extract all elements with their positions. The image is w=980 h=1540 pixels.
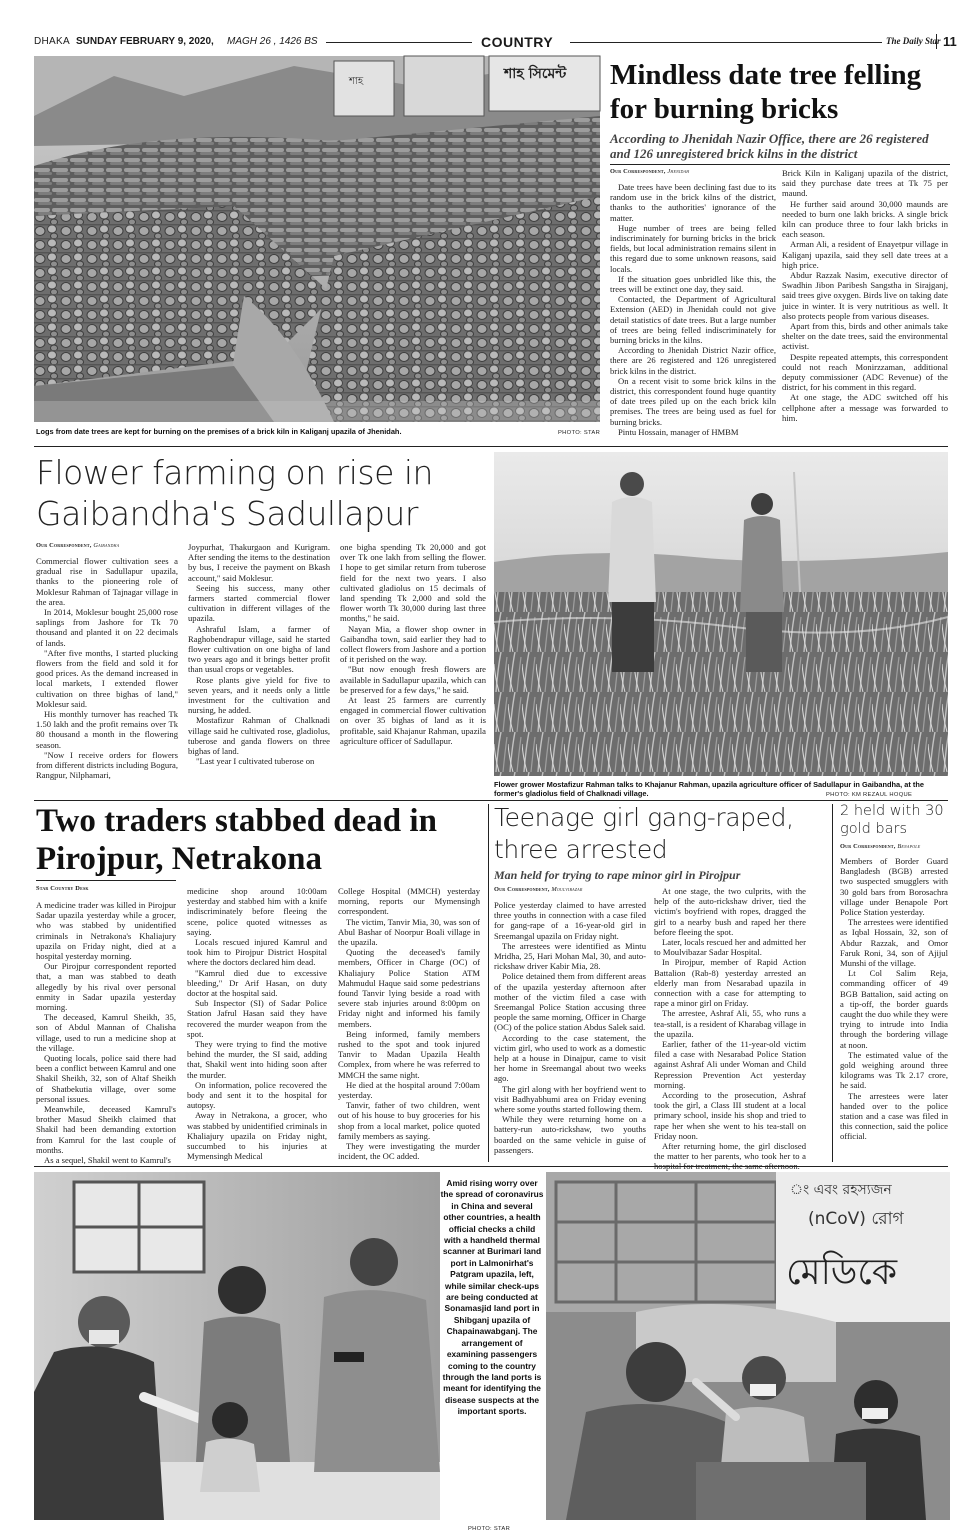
story5-paragraph: The arrestees were identified as Iqbal Hossain, 32, son of Abdur Razzak, and Omor Faruk Roni, 34, son of Ajijul Munshi of the village. [840, 917, 948, 969]
story4-paragraph: The girl along with her boyfriend went to visit Badhyabhumi area on Friday evening where some youths started following them. [494, 1083, 646, 1115]
story1-paragraph: Brick Kiln in Kaliganj upazila of the district, said they purchase date trees at Tk 75 per maund. [782, 168, 948, 199]
man-left-figure [608, 472, 656, 672]
story3-paragraph: The deceased, Kamrul Sheikh, 35, son of Abdul Mannan of Chalisha village, used to run a medicine shop at the village. [36, 1012, 176, 1053]
story3-paragraph: Sub Inspector (SI) of Sadar Police Station Jafrul Hasan said they have recovered the murder weapon from the spot. [187, 998, 327, 1039]
story5-headline-line1: 2 held with 30 [840, 803, 944, 819]
story4-headline [494, 802, 814, 866]
story1-byline-place: Jhenidah [667, 168, 690, 175]
story3-paragraph: They were investigating the murder incident, the OC added. [338, 1141, 480, 1162]
story2-paragraph: His monthly turnover has reached Tk 1.50 lakh and the profit remains over Tk 80 thousand a month in the flowering season. [36, 709, 178, 750]
banner-text-line3: মেডিকে [786, 1252, 898, 1293]
story1-byline-rule [610, 164, 950, 165]
story4-paragraph: According to the case statement, the victim girl, who used to work as a domestic help at a house in Dinajpur, came to visit her home in Sreemangal about two weeks ago. [494, 1032, 646, 1084]
story4-byline [494, 886, 582, 893]
story3-paragraph: As a sequel, Shakil went to Kamrul's [44, 1155, 171, 1166]
story2-paragraph: one bigha spending Tk 20,000 and got over Tk one lakh from selling the flower. I hope to get similar return from tuberose field for the next two years. I also cultivated gladiolus on 15 decimals of land spending Tk 2,000 and sold the flower worth Tk 30,000 during last three months," he said. [340, 542, 486, 624]
brick-kiln-photo-graphic [34, 56, 600, 422]
story4-paragraph: While they were returning home on a battery-run auto-rickshaw, two youths boarded on the same vehicle in guise of passengers. [494, 1114, 646, 1155]
thermal-scan-right-graphic [546, 1172, 950, 1520]
story3-column-3 [338, 886, 480, 1162]
story3-paragraph: Quoting locals, police said there had been a conflict between Kamrul and one Shakil Sheikh, 32, son of Altaf Sheikh of Shatbekutia village, over some personal issues. [36, 1053, 176, 1104]
brick-kiln-photo-credit: PHOTO: STAR [558, 430, 601, 436]
story1-paragraph: According to Jhenidah District Nazir office, there are 26 registered and 126 unregistered brick kilns in the district. [610, 345, 776, 376]
story2-paragraph: "But now enough fresh flowers are available in Sadullapur upazila, which can be preserved for a few days," he said. [340, 664, 486, 695]
story2-paragraph: "Now I receive orders for flowers from different districts including Bogura, Rangpur, Nilphamari, [36, 749, 178, 781]
story1-paragraph: Huge number of trees are being felled indiscriminately for burning bricks in the brick fields, but local administration remains silent in this regard due to some unknown reasons, said locals. [610, 222, 776, 274]
story2-paragraph: At least 25 farmers are currently engaged in commercial flower cultivation on over 35 bighas of land as it is profitable, said Khajanur Rahman, upazila agriculture officer of Sadullapur. [340, 695, 486, 746]
story1-column-2 [782, 168, 948, 440]
story4-column-2 [654, 886, 806, 1162]
story3-paragraph: Meanwhile, deceased Kamrul's brother Masud Sheikh claimed that Shakil had been demanding extortion from Kamrul for the last couple of months. [36, 1104, 176, 1155]
photo-feature-caption: Amid rising worry over the spread of coronavirus in China and several other countries, a health official checks a child with a handheld thermal scanner at Burimari land port in Lalmonirhat's Patgram upazila, left, while similar check-ups are being conducted at Sonamasjid land port in Shibganj upazila of Chapainawabganj. The arrangement of examining passengers coming to the country through the land ports is meant for identifying the disease suspects at the important sports. [440, 1178, 544, 1417]
story3-paragraph: Quoting the deceased's family members, Officer in Charge (OC) of Khaliajury Police Station ATM Mahmudul Haque said some pedestrians found Tanvir lying beside a road with severe stab injuries around 8:00pm on Friday night and informed his family members. [338, 947, 480, 1029]
story1-byline [610, 168, 689, 175]
story1-byline-name: Our Correspondent, [610, 168, 666, 175]
section-divider [34, 1166, 948, 1167]
story2-paragraph: Ashraful Islam, a farmer of Raghobendrapur village, said he started flower cultivation on one bigha of land two years ago and it brings better profit than usual crops or vegetables. [188, 623, 330, 675]
story3-paragraph: Away in Netrakona, a grocer, who was stabbed by unidentified criminals in Khaliajury upazila on Friday night, succumbed to his injuries at Mymensingh Medical [187, 1110, 327, 1162]
story2-byline-name: Our Correspondent, [36, 542, 92, 549]
story4-headline-line1: Teenage girl gang-raped, [494, 803, 794, 832]
story2-paragraph: Nayan Mia, a flower shop owner in Gaibandha town, said earlier they had to collect flowers from Jashore and a portion of it perished on the way. [340, 623, 486, 665]
brick-kiln-photo-caption: Logs from date trees are kept for burning on the premises of a brick kiln in Kaliganj upazila of Jhenidah. [36, 427, 402, 436]
story4-byline-place: Moulvibazar [551, 886, 583, 893]
flower-field-photo-graphic [494, 452, 948, 776]
story2-paragraph: Seeing his success, many other farmers started commercial flower cultivation in different villages of the upazila. [188, 582, 330, 624]
story4-paragraph: At one stage, the two culprits, with the help of the auto-rickshaw driver, tied the victim's boyfriend with ropes, dragged the girl to a nearby bush and raped her there before fleeing the spot. [654, 886, 806, 937]
story5-column-1 [840, 856, 948, 1162]
dateline-bangla-date: MAGH 26 , 1426 BS [227, 36, 318, 47]
story4-paragraph: Earlier, father of the 11-year-old victim filed a case with Nesarabad Police Station against Ashraf Ali under Woman and Child Repression Prevention Act yesterday morning. [654, 1039, 806, 1090]
story1-paragraph: Apart from this, birds and other animals take shelter on the date trees, said the environmental activist. [782, 321, 948, 352]
story2-paragraph: Joypurhat, Thakurgaon and Kurigram. After sending the items to the destination by bus, I receive the payment on Bkash account," said Moklesur. [188, 542, 330, 583]
story1-headline-line1: Mindless date tree felling [610, 59, 922, 91]
column-divider [488, 804, 489, 1162]
story1-paragraph: Pintu Hossain, manager of HMBM [618, 426, 739, 437]
story4-byline-name: Our Correspondent, [494, 886, 550, 893]
story1-paragraph: At one stage, the ADC switched off his cellphone after a message was forwarded to him. [782, 392, 948, 423]
story3-paragraph: The victim, Tanvir Mia, 30, was son of Abul Bashar of Noorpur Boali village in the upazila. [338, 916, 480, 948]
story4-paragraph: The arrestees were identified as Mintu Mridha, 25, Hari Mohan Mal, 30, and auto-rickshaw driver Kabir Mia, 28. [494, 940, 646, 972]
story1-headline [610, 58, 950, 126]
story3-column-2 [187, 886, 327, 1162]
header-rule-left [326, 42, 472, 43]
page-number: 11 [936, 34, 957, 49]
story2-column-1 [36, 556, 178, 796]
story3-headline [36, 802, 486, 878]
story2-paragraph: "After five months, I started plucking flowers from the field and sold it for good prices. As the demand increased in local markets, I extended flower cultivation on three bighas of land," Moklesur said. [36, 647, 178, 709]
story2-column-3 [340, 542, 486, 796]
flower-field-photo-credit: PHOTO: KM REZAUL HOQUE [826, 792, 913, 798]
story1-paragraph: Abdur Razzak Nasim, executive director of Swadhin Jibon Paribesh Sangstha in Sirajganj, said trees give oxygen. Birds live on taking date juice in winter. It is very nutritious as well. It also protects people from various diseases. [782, 270, 948, 321]
story3-paragraph: On information, police recovered the body and sent it to the hospital for autopsy. [187, 1079, 327, 1111]
thermal-scan-photo-right [546, 1172, 950, 1520]
flower-field-photo [494, 452, 948, 776]
story1-paragraph: If the situation goes unbridled like this, the trees will be extinct one day, they said. [610, 273, 776, 295]
story3-headline-line1: Two traders stabbed dead in [36, 803, 437, 839]
page-header [34, 34, 957, 50]
story4-paragraph: In Pirojpur, member of Rapid Action Battalion (Rab-8) yesterday arrested an elderly man from Nesarabad upazila in connection with a case for attempting to rape a minor girl on Friday. [654, 957, 806, 1009]
story2-byline-place: Gaibandha [93, 542, 120, 549]
story1-paragraph: He further said around 30,000 maunds are needed to burn one lakh bricks. A single brick kiln can produce three to four lakh bricks in each season. [782, 198, 948, 240]
story1-subhead: According to Jhenidah Nazir Office, there are 26 registered and 126 unregistered brick kilns in the district [610, 131, 929, 161]
story3-paragraph: He died at the hospital around 7:00am yesterday. [338, 1079, 480, 1101]
story5-byline [840, 843, 920, 850]
story3-column-1 [36, 900, 176, 1166]
story4-column-1 [494, 900, 646, 1162]
story4-paragraph: Police yesterday claimed to have arrested three youths in connection with a case filed for gang-rape of a 16-year-old girl in Sreemangal upazila on Friday night. [494, 900, 646, 941]
header-rule-right [570, 42, 882, 43]
story5-headline-line2: gold bars [840, 821, 908, 837]
story5-headline [840, 802, 950, 838]
story3-byline: Star Country Desk [36, 885, 89, 892]
story3-paragraph: Our Pirojpur correspondent reported that, a man was stabbed to death allegedly by his rival over personal enmity in Sadar upazila yesterday morning. [36, 961, 176, 1013]
story1-headline-line2: for burning bricks [610, 93, 839, 125]
story3-paragraph: Being informed, family members rushed to the spot and took injured Tanvir to Madan Upazila Health Complex, from where he was referred to MMCH the same night. [338, 1028, 480, 1080]
story2-headline-line2: Gaibandha's Sadullapur [36, 494, 418, 533]
thermal-scan-photo-left [34, 1172, 440, 1520]
banner-text-line1: ং এবং রহস্যজন [790, 1182, 892, 1198]
story3-paragraph: Tanvir, father of two children, went out of his house to buy groceries for his shop from a local market, police quoted family members as saying. [338, 1100, 480, 1141]
column-divider [832, 804, 833, 1162]
story1-paragraph: Date trees have been declining fast due to its random use in the brick kilns of the district, thanks to the authorities' ignorance of the matter. [610, 182, 776, 223]
cement-banner-text: শাহ সিমেন্ট [504, 66, 567, 82]
story2-paragraph: Commercial flower cultivation sees a gradual rise in Sadullapur upazila, thanks to the pioneering role of Moklesur Rahman of Tajnagar village in the area. [36, 556, 178, 607]
story4-headline-line2: three arrested [494, 835, 668, 864]
story4-paragraph: Police detained them from different areas of the upazila yesterday afternoon after mother of the victim filed a case with Sreemangal Police Station accusing three people the same morning, Officer in Charge (OC) of the police station Abdus Salek said. [494, 971, 646, 1033]
photo-feature-credit: PHOTO: STAR [468, 1526, 511, 1532]
dateline-date: SUNDAY FEBRUARY 9, 2020, [76, 36, 214, 47]
section-divider [34, 446, 948, 447]
story3-paragraph: College Hospital (MMCH) yesterday morning, reports our Mymensingh correspondent. [338, 886, 480, 917]
story5-paragraph: Lt Col Salim Reja, commanding officer of 49 BGB Battalion, said acting on a tip-off, the border guards caught the duo while they were trying to intrude into India through the bordering village at noon. [840, 968, 948, 1050]
story3-headline-line2: Pirojpur, Netrakona [36, 841, 323, 877]
story4-paragraph: According to the prosecution, Ashraf took the girl, a Class III student at a local primary school, inside his shop and tried to rape her when she went to his tea-stall on Friday noon. [654, 1090, 806, 1141]
story3-paragraph: medicine shop around 10:00am yesterday and stabbed him with a knife indiscriminately before fleeing the scene, police quoted witnesses as saying. [187, 886, 327, 937]
story1-column-1 [610, 182, 776, 440]
story2-paragraph: In 2014, Moklesur bought 25,000 rose saplings from Jashore for Tk 70 thousand and planted it on 22 decimals of lands. [36, 607, 178, 648]
story1-paragraph: On a recent visit to some brick kilns in the district, this correspondent found huge quantity of date trees piled up on the each brick kiln premises. The trees are being used as fuel for burning bricks. [610, 375, 776, 427]
story2-column-2 [188, 542, 330, 796]
story2-headline-line1: Flower farming on rise in [36, 453, 433, 492]
story3-paragraph: A medicine trader was killed in Pirojpur Sadar upazila yesterday while a grocer, who was stabbed by unidentified criminals in Netrakona's Khaliajury upazila on Friday night, died at a hospital yesterday morning. [36, 900, 176, 962]
brick-kiln-photo [34, 56, 600, 422]
story1-paragraph: Arman Ali, a resident of Enayetpur village in Kaliganj upazila, said they sell date trees at a high price. [782, 239, 948, 270]
cement-sign-text: শাহ [349, 76, 364, 87]
story5-paragraph: The arrestees were later handed over to the police station and a case was filed in this connection, said the police official. [840, 1090, 948, 1142]
story5-byline-name: Our Correspondent, [840, 843, 896, 850]
story2-paragraph: Rose plants give yield for five to seven years, and it needs only a little investment for the cultivation and nursing, he added. [188, 674, 330, 716]
story1-paragraph: Contacted, the Department of Agricultural Extension (AED) in Jhenidah could not give detail statistics of date trees. But a large number of trees are being felled indiscriminately for burning bricks in the kilns. [610, 294, 776, 346]
story5-paragraph: Members of Border Guard Bangladesh (BGB) arrested two suspected smugglers with 30 gold bars from Borosachra village under Benapole Port Police Station yesterday. [840, 856, 948, 918]
story2-paragraph: "Last year I cultivated tuberose on [196, 756, 315, 767]
story4-subhead: Man held for trying to rape minor girl in Pirojpur [494, 868, 741, 882]
story3-byline-rule [36, 880, 176, 881]
banner-text-line2: (nCoV) রোগ [808, 1209, 904, 1229]
story4-paragraph: After returning home, the girl disclosed the matter to her parents, who took her to a [654, 1141, 806, 1162]
story3-paragraph: They were trying to find the motive behind the murder, the SI said, adding that, Shakil went into hiding soon after the murder. [187, 1039, 327, 1080]
thermal-scan-left-graphic [34, 1172, 440, 1520]
story4-paragraph: The arrestee, Ashraf Ali, 55, who runs a tea-stall, is a resident of Kharabag village in the upazila. [654, 1008, 806, 1039]
section-divider [34, 800, 948, 801]
flower-field-photo-caption: Flower grower Mostafizur Rahman talks to Khajanur Rahman, upazila agriculture officer of Sadullapur in Gaibandha, at the former's gladiolus field of Chalknadi village. [494, 780, 924, 798]
story2-paragraph: Mostafizur Rahman of Chalknadi village said he cultivated rose, gladiolus, tuberose and ganda flowers on three bighas of land. [188, 715, 330, 757]
story1-paragraph: Despite repeated attempts, this correspondent could not reach Monirzzaman, additional deputy commissioner (ADC Revenue) of the district, for his comment in this regard. [782, 351, 948, 393]
story5-byline-place: Benapole [897, 843, 921, 850]
story5-paragraph: The estimated value of the gold weighing around three kilograms was Tk 2.17 crore, he said. [840, 1049, 948, 1091]
story2-byline [36, 542, 119, 549]
dateline-city: DHAKA [34, 36, 70, 47]
story2-headline [36, 452, 496, 534]
story4-paragraph: Later, locals rescued her and admitted her to Moulvibazar Sadar Hospital. [654, 937, 806, 958]
masthead-logo: The Daily Star [886, 36, 941, 46]
section-name: COUNTRY [481, 34, 554, 50]
story3-paragraph: "Kamrul died due to excessive bleeding," Dr Arif Hasan, on duty doctor at the hospital said. [187, 967, 327, 999]
story3-paragraph: Locals rescued injured Kamrul and took him to Pirojpur District Hospital where the doctors declared him dead. [187, 937, 327, 968]
